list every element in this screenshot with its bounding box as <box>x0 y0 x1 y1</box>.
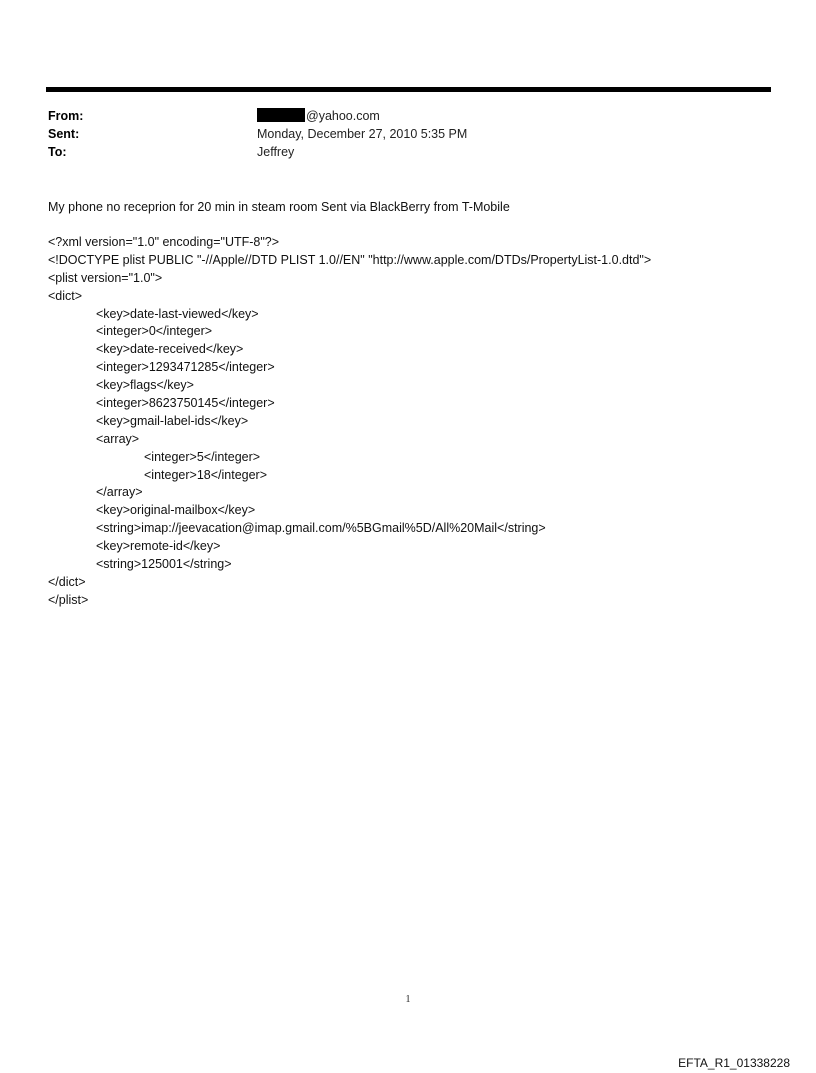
plist-xml-block <box>48 234 768 610</box>
header-divider <box>46 87 771 92</box>
xml-line: <key>date-received</key> <box>96 342 244 357</box>
sent-label: Sent: <box>48 127 80 141</box>
xml-line: <integer>18</integer> <box>144 467 268 482</box>
xml-line: <integer>8623750145</integer> <box>96 396 275 411</box>
xml-line: <key>flags</key> <box>96 378 194 393</box>
bates-number: EFTA_R1_01338228 <box>678 1056 790 1070</box>
from-value <box>257 107 380 125</box>
to-label: To: <box>48 145 67 159</box>
xml-line: </plist> <box>48 592 89 607</box>
page-number: 1 <box>405 994 411 1005</box>
xml-line: </array> <box>96 485 143 500</box>
message-body: My phone no receprion for 20 min in steam room Sent via BlackBerry from T-Mobile <box>48 200 510 214</box>
xml-line: <key>remote-id</key> <box>96 539 221 554</box>
from-row <box>48 107 748 125</box>
xml-line: <key>gmail-label-ids</key> <box>96 413 249 428</box>
sent-row <box>48 125 748 143</box>
xml-line: </dict> <box>48 574 86 589</box>
sent-value: Monday, December 27, 2010 5:35 PM <box>257 127 468 141</box>
xml-line: <string>imap://jeevacation@imap.gmail.com/%5BGmail%5D/All%20Mail</string> <box>96 521 546 536</box>
xml-line: <integer>5</integer> <box>144 449 261 464</box>
to-row <box>48 143 748 161</box>
xml-line: <!DOCTYPE plist PUBLIC "-//Apple//DTD PLIST 1.0//EN" "http://www.apple.com/DTDs/PropertyList-1.0.dtd"> <box>48 252 652 267</box>
from-label: From: <box>48 109 84 123</box>
redaction-block <box>257 108 305 122</box>
xml-line: <key>original-mailbox</key> <box>96 503 256 518</box>
xml-line: <plist version="1.0"> <box>48 270 163 285</box>
xml-line: <array> <box>96 431 140 446</box>
xml-line: <string>125001</string> <box>96 557 232 572</box>
xml-line: <dict> <box>48 288 83 303</box>
xml-line: <?xml version="1.0" encoding="UTF-8"?> <box>48 235 280 249</box>
to-value: Jeffrey <box>257 145 295 159</box>
xml-line: <key>date-last-viewed</key> <box>96 306 259 321</box>
from-address: @yahoo.com <box>306 109 380 123</box>
xml-line: <integer>1293471285</integer> <box>96 360 275 375</box>
xml-line: <integer>0</integer> <box>96 324 213 339</box>
